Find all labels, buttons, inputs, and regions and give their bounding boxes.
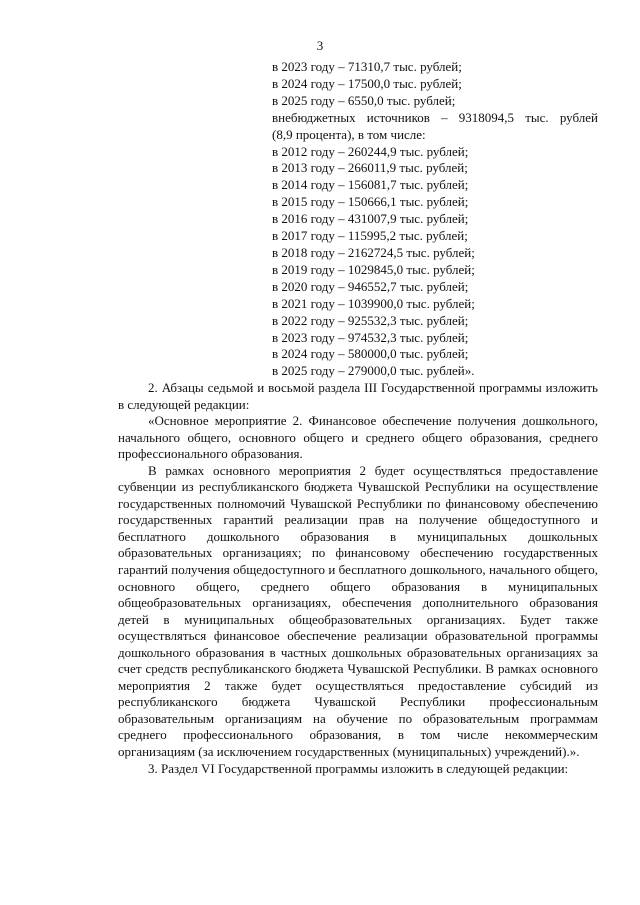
list-item: в 2022 году – 925532,3 тыс. рублей; — [272, 312, 469, 328]
list-item: в 2025 году – 279000,0 тыс. рублей». — [272, 363, 475, 379]
paragraph: «Основное мероприятие 2. Финансовое обеспечение получения дошкольного, начального общего, основного общего и среднего общего образования, среднего профессионального образования. — [118, 413, 598, 462]
paragraph: 3. Раздел VI Государственной программы изложить в следующей редакции: — [148, 760, 569, 776]
list-item: в 2018 году – 2162724,5 тыс. рублей; — [272, 244, 475, 260]
list-item: в 2012 году – 260244,9 тыс. рублей; — [272, 143, 469, 159]
list-item: в 2020 году – 946552,7 тыс. рублей; — [272, 278, 469, 294]
list-item: в 2023 году – 974532,3 тыс. рублей; — [272, 329, 469, 345]
list-item: (8,9 процента), в том числе: — [272, 126, 426, 142]
list-item: в 2013 году – 266011,9 тыс. рублей; — [272, 160, 468, 176]
page-number: 3 — [316, 38, 324, 53]
funding-list — [272, 59, 598, 380]
list-item: в 2024 году – 580000,0 тыс. рублей; — [272, 346, 469, 362]
list-item: в 2024 году – 17500,0 тыс. рублей; — [272, 75, 462, 91]
paragraph: В рамках основного мероприятия 2 будет осуществляться предоставление субвенции из республиканского бюджета Чувашской Республики на осуществление государственных полномочий Чувашской Республики по финансовому обеспечению государственных гарантий реализации прав на получение общедоступного и бесплатного дошкольного образования в муниципальных дошкольных образовательных организациях; по финансовому обеспечению государственных гарантий получения общедоступного и бесплатного дошкольного, начального общего, основного общего, среднего общего образования в муниципальных общеобразовательных организациях, обеспечения дополнительного образования детей в муниципальных общеобразовательных организациях. Будет также осуществляться финансовое обеспечение реализации образовательной программы дошкольного образования в частных дошкольных образовательных организациях за счет средств республиканского бюджета Чувашской Республики. В рамках основного мероприятия 2 также будет осуществляться предоставление субсидий из республиканского бюджета Чувашской Республики профессиональным образовательным организациям на обучение по образовательным программам среднего профессионального образования, в том числе некоммерческим организациям (за исключением государственных (муниципальных) учреждений).». — [118, 462, 598, 760]
list-item: в 2025 году – 6550,0 тыс. рублей; — [272, 92, 456, 108]
list-item: в 2016 году – 431007,9 тыс. рублей; — [272, 211, 469, 227]
list-item: в 2023 году – 71310,7 тыс. рублей; — [272, 59, 462, 74]
list-item: в 2015 году – 150666,1 тыс. рублей; — [272, 194, 469, 210]
list-item: внебюджетных источников – 9318094,5 тыс. рублей — [272, 109, 598, 125]
paragraph: 2. Абзацы седьмой и восьмой раздела III Государственной программы изложить в следующей редакции: — [118, 380, 598, 412]
document-body — [118, 380, 598, 777]
list-item: в 2017 году – 115995,2 тыс. рублей; — [272, 228, 468, 244]
list-item: в 2019 году – 1029845,0 тыс. рублей; — [272, 261, 475, 277]
list-item: в 2014 году – 156081,7 тыс. рублей; — [272, 177, 469, 193]
list-item: в 2021 году – 1039900,0 тыс. рублей; — [272, 295, 475, 311]
